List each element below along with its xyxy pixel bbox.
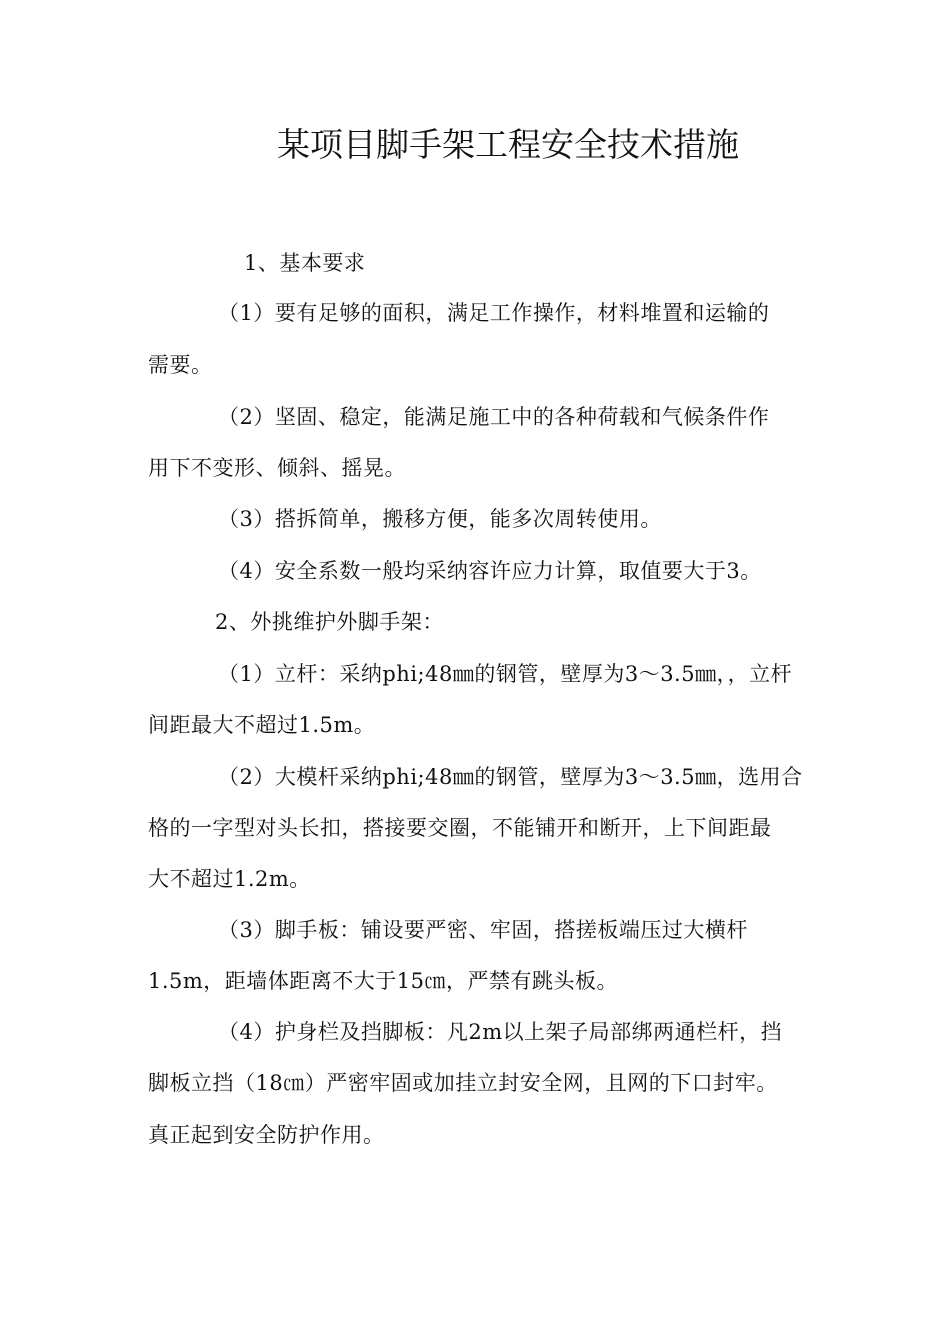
paragraph-line: （4）安全系数一般均采纳容许应力计算，取值要大于3。 (218, 559, 762, 583)
paragraph-line: 1.5m，距墙体距离不大于15㎝，严禁有跳头板。 (148, 969, 619, 993)
section-heading-1: 1、基本要求 (244, 251, 366, 275)
paragraph-line: （3）脚手板：铺设要严密、牢固，搭搓板端压过大横杆 (218, 918, 748, 942)
section-heading-2: 2、外挑维护外脚手架： (215, 610, 444, 634)
document-title: 某项目脚手架工程安全技术措施 (277, 125, 739, 164)
paragraph-line: 大不超过1.2m。 (148, 867, 311, 891)
paragraph-line: 用下不变形、倾斜、摇晃。 (148, 456, 406, 480)
paragraph-line: 格的一字型对头长扣，搭接要交圈，不能铺开和断开，上下间距最 (148, 816, 772, 840)
paragraph-line: （2）大模杆采纳phi;48㎜的钢管，壁厚为3～3.5㎜，选用合 (218, 765, 803, 789)
paragraph-line: （2）坚固、稳定，能满足施工中的各种荷载和气候条件作 (218, 405, 770, 429)
paragraph-line: （3）搭拆简单，搬移方便，能多次周转使用。 (218, 507, 662, 531)
paragraph-line: （1）立杆：采纳phi;48㎜的钢管，壁厚为3～3.5㎜，，立杆 (218, 662, 793, 686)
paragraph-line: 脚板立挡（18㎝）严密牢固或加挂立封安全网，且网的下口封牢。 (148, 1071, 778, 1095)
paragraph-line: （4）护身栏及挡脚板：凡2m以上架子局部绑两通栏杆，挡 (218, 1020, 783, 1044)
paragraph-line: 需要。 (148, 353, 213, 377)
paragraph-line: 真正起到安全防护作用。 (148, 1123, 385, 1147)
paragraph-line: （1）要有足够的面积，满足工作操作，材料堆置和运输的 (218, 301, 770, 325)
paragraph-line: 间距最大不超过1.5m。 (148, 713, 376, 737)
